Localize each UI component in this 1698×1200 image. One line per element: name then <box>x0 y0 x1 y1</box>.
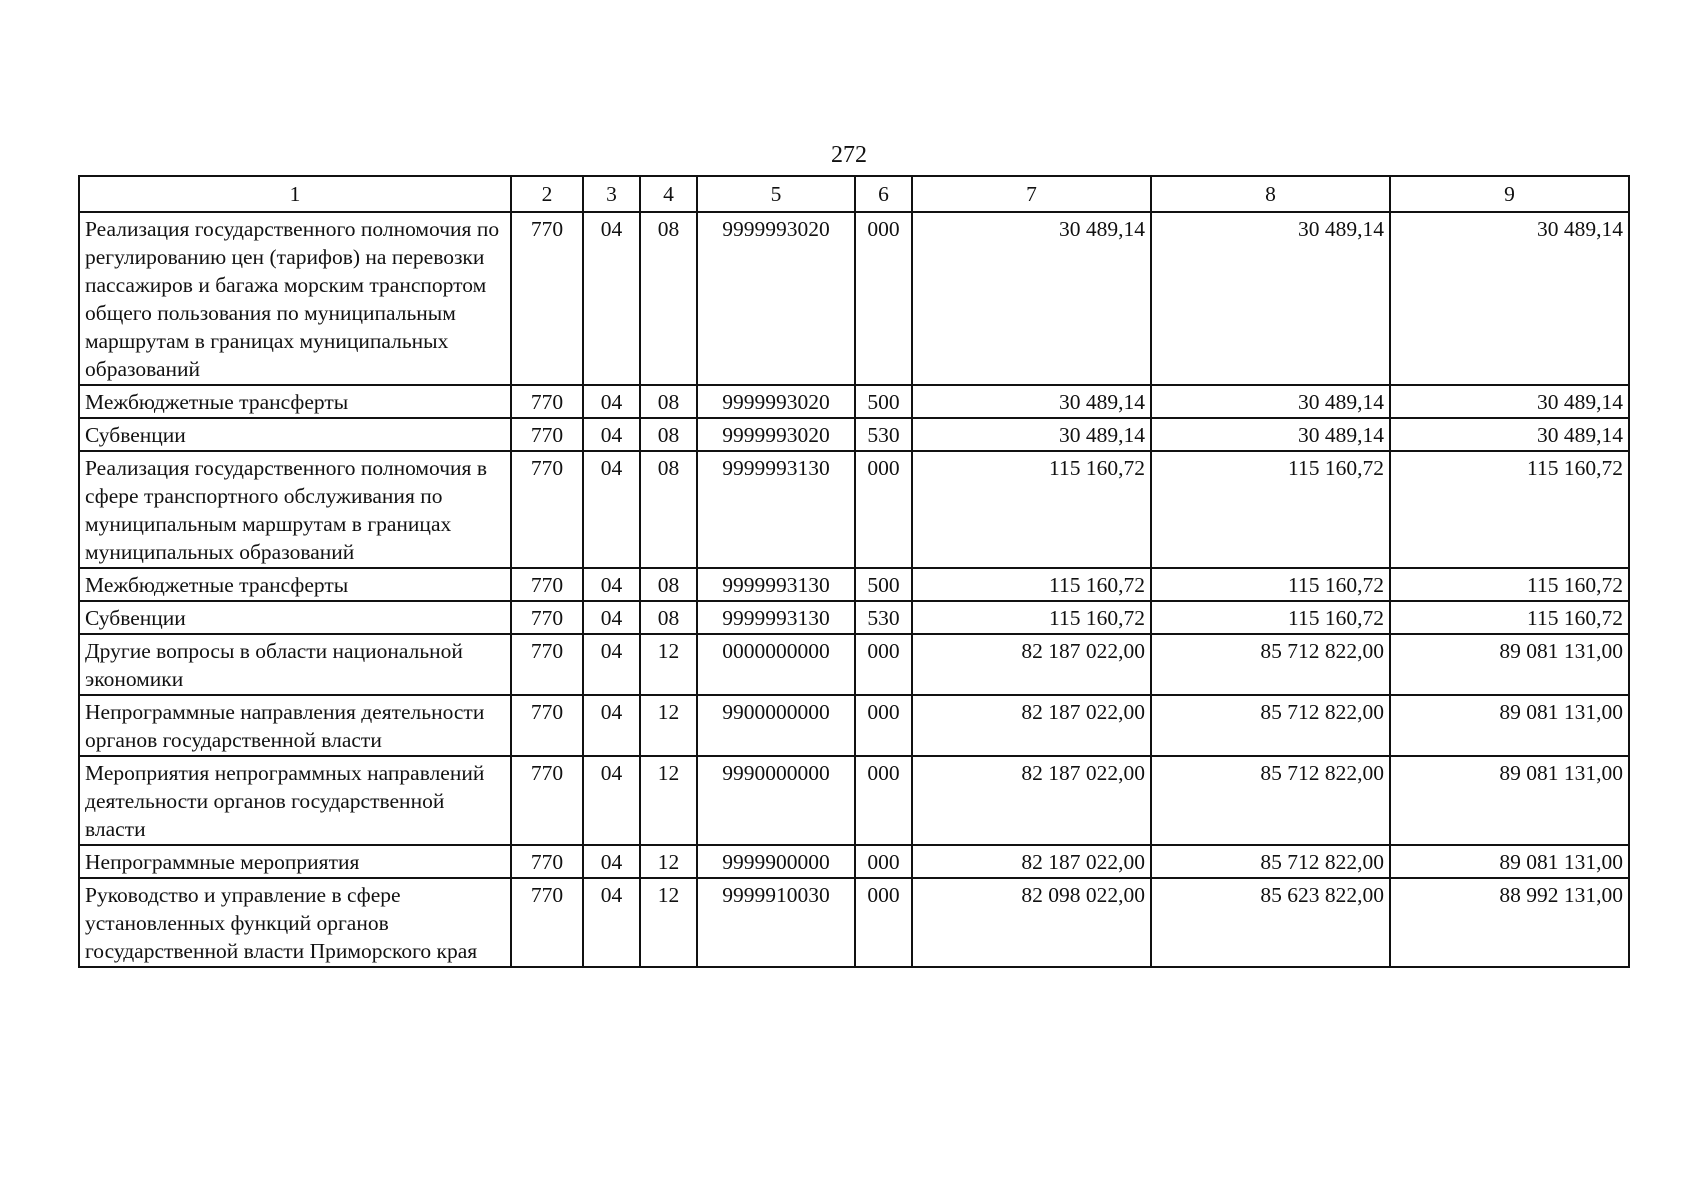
table-row <box>79 695 1629 756</box>
amount-col8-cell: 85 623 822,00 <box>1151 878 1390 967</box>
subsection-cell: 08 <box>640 451 697 568</box>
section-cell: 04 <box>583 634 640 695</box>
expense-type-cell: 530 <box>855 418 912 451</box>
amount-col8-cell: 85 712 822,00 <box>1151 756 1390 845</box>
admin-code-cell: 770 <box>511 601 583 634</box>
row-name-cell: Реализация государственного полномочия в сфере транспортного обслуживания по муниципальным маршрутам в границах муниципальных образований <box>79 451 511 568</box>
amount-col9-cell: 30 489,14 <box>1390 385 1629 418</box>
amount-col8-cell: 115 160,72 <box>1151 568 1390 601</box>
amount-col8-cell: 30 489,14 <box>1151 418 1390 451</box>
expense-type-cell: 530 <box>855 601 912 634</box>
column-header: 8 <box>1151 176 1390 212</box>
amount-col7-cell: 115 160,72 <box>912 568 1151 601</box>
subsection-cell: 08 <box>640 568 697 601</box>
admin-code-cell: 770 <box>511 845 583 878</box>
expense-type-cell: 000 <box>855 212 912 385</box>
expense-type-cell: 000 <box>855 451 912 568</box>
table-row <box>79 756 1629 845</box>
table-row <box>79 451 1629 568</box>
admin-code-cell: 770 <box>511 568 583 601</box>
target-article-cell: 9999993020 <box>697 212 855 385</box>
amount-col7-cell: 82 098 022,00 <box>912 878 1151 967</box>
subsection-cell: 12 <box>640 878 697 967</box>
amount-col7-cell: 30 489,14 <box>912 418 1151 451</box>
target-article-cell: 9900000000 <box>697 695 855 756</box>
budget-table <box>78 175 1630 968</box>
amount-col7-cell: 82 187 022,00 <box>912 634 1151 695</box>
row-name-cell: Межбюджетные трансферты <box>79 568 511 601</box>
expense-type-cell: 500 <box>855 385 912 418</box>
admin-code-cell: 770 <box>511 634 583 695</box>
table-row <box>79 601 1629 634</box>
target-article-cell: 9990000000 <box>697 756 855 845</box>
section-cell: 04 <box>583 418 640 451</box>
table-row <box>79 634 1629 695</box>
column-header: 6 <box>855 176 912 212</box>
section-cell: 04 <box>583 601 640 634</box>
target-article-cell: 9999900000 <box>697 845 855 878</box>
amount-col8-cell: 115 160,72 <box>1151 451 1390 568</box>
subsection-cell: 08 <box>640 212 697 385</box>
amount-col9-cell: 89 081 131,00 <box>1390 695 1629 756</box>
section-cell: 04 <box>583 212 640 385</box>
amount-col9-cell: 89 081 131,00 <box>1390 756 1629 845</box>
column-header: 4 <box>640 176 697 212</box>
admin-code-cell: 770 <box>511 451 583 568</box>
admin-code-cell: 770 <box>511 756 583 845</box>
amount-col7-cell: 82 187 022,00 <box>912 756 1151 845</box>
section-cell: 04 <box>583 756 640 845</box>
amount-col7-cell: 30 489,14 <box>912 212 1151 385</box>
table-row <box>79 212 1629 385</box>
target-article-cell: 0000000000 <box>697 634 855 695</box>
row-name-cell: Другие вопросы в области национальной экономики <box>79 634 511 695</box>
row-name-cell: Непрограммные направления деятельности органов государственной власти <box>79 695 511 756</box>
subsection-cell: 08 <box>640 418 697 451</box>
row-name-cell: Мероприятия непрограммных направлений деятельности органов государственной власти <box>79 756 511 845</box>
subsection-cell: 12 <box>640 756 697 845</box>
amount-col9-cell: 30 489,14 <box>1390 418 1629 451</box>
row-name-cell: Непрограммные мероприятия <box>79 845 511 878</box>
column-header: 5 <box>697 176 855 212</box>
amount-col8-cell: 30 489,14 <box>1151 212 1390 385</box>
amount-col7-cell: 82 187 022,00 <box>912 845 1151 878</box>
amount-col8-cell: 115 160,72 <box>1151 601 1390 634</box>
admin-code-cell: 770 <box>511 695 583 756</box>
column-header: 2 <box>511 176 583 212</box>
amount-col8-cell: 85 712 822,00 <box>1151 845 1390 878</box>
target-article-cell: 9999993130 <box>697 601 855 634</box>
target-article-cell: 9999910030 <box>697 878 855 967</box>
row-name-cell: Реализация государственного полномочия по регулированию цен (тарифов) на перевозки пассажиров и багажа морским транспортом общего пользования по муниципальным маршрутам в границах муниципальных образований <box>79 212 511 385</box>
amount-col9-cell: 89 081 131,00 <box>1390 845 1629 878</box>
column-header: 3 <box>583 176 640 212</box>
table-row <box>79 568 1629 601</box>
section-cell: 04 <box>583 878 640 967</box>
amount-col9-cell: 115 160,72 <box>1390 601 1629 634</box>
table-row <box>79 418 1629 451</box>
expense-type-cell: 500 <box>855 568 912 601</box>
row-name-cell: Субвенции <box>79 601 511 634</box>
table-row <box>79 845 1629 878</box>
column-header: 1 <box>79 176 511 212</box>
expense-type-cell: 000 <box>855 878 912 967</box>
table-header-row <box>79 176 1629 212</box>
table-row <box>79 385 1629 418</box>
table-row <box>79 878 1629 967</box>
expense-type-cell: 000 <box>855 756 912 845</box>
amount-col8-cell: 85 712 822,00 <box>1151 634 1390 695</box>
row-name-cell: Межбюджетные трансферты <box>79 385 511 418</box>
amount-col7-cell: 115 160,72 <box>912 601 1151 634</box>
row-name-cell: Руководство и управление в сфере установленных функций органов государственной власти Приморского края <box>79 878 511 967</box>
page-number: 272 <box>831 142 867 168</box>
section-cell: 04 <box>583 845 640 878</box>
expense-type-cell: 000 <box>855 634 912 695</box>
target-article-cell: 9999993130 <box>697 568 855 601</box>
section-cell: 04 <box>583 568 640 601</box>
row-name-cell: Субвенции <box>79 418 511 451</box>
amount-col9-cell: 115 160,72 <box>1390 568 1629 601</box>
amount-col8-cell: 85 712 822,00 <box>1151 695 1390 756</box>
amount-col7-cell: 30 489,14 <box>912 385 1151 418</box>
admin-code-cell: 770 <box>511 878 583 967</box>
amount-col9-cell: 30 489,14 <box>1390 212 1629 385</box>
target-article-cell: 9999993020 <box>697 385 855 418</box>
amount-col7-cell: 82 187 022,00 <box>912 695 1151 756</box>
amount-col9-cell: 88 992 131,00 <box>1390 878 1629 967</box>
admin-code-cell: 770 <box>511 418 583 451</box>
expense-type-cell: 000 <box>855 695 912 756</box>
admin-code-cell: 770 <box>511 385 583 418</box>
section-cell: 04 <box>583 695 640 756</box>
section-cell: 04 <box>583 451 640 568</box>
amount-col9-cell: 115 160,72 <box>1390 451 1629 568</box>
subsection-cell: 12 <box>640 845 697 878</box>
subsection-cell: 12 <box>640 634 697 695</box>
expense-type-cell: 000 <box>855 845 912 878</box>
subsection-cell: 12 <box>640 695 697 756</box>
column-header: 7 <box>912 176 1151 212</box>
subsection-cell: 08 <box>640 601 697 634</box>
amount-col9-cell: 89 081 131,00 <box>1390 634 1629 695</box>
target-article-cell: 9999993020 <box>697 418 855 451</box>
column-header: 9 <box>1390 176 1629 212</box>
subsection-cell: 08 <box>640 385 697 418</box>
admin-code-cell: 770 <box>511 212 583 385</box>
amount-col7-cell: 115 160,72 <box>912 451 1151 568</box>
target-article-cell: 9999993130 <box>697 451 855 568</box>
section-cell: 04 <box>583 385 640 418</box>
amount-col8-cell: 30 489,14 <box>1151 385 1390 418</box>
